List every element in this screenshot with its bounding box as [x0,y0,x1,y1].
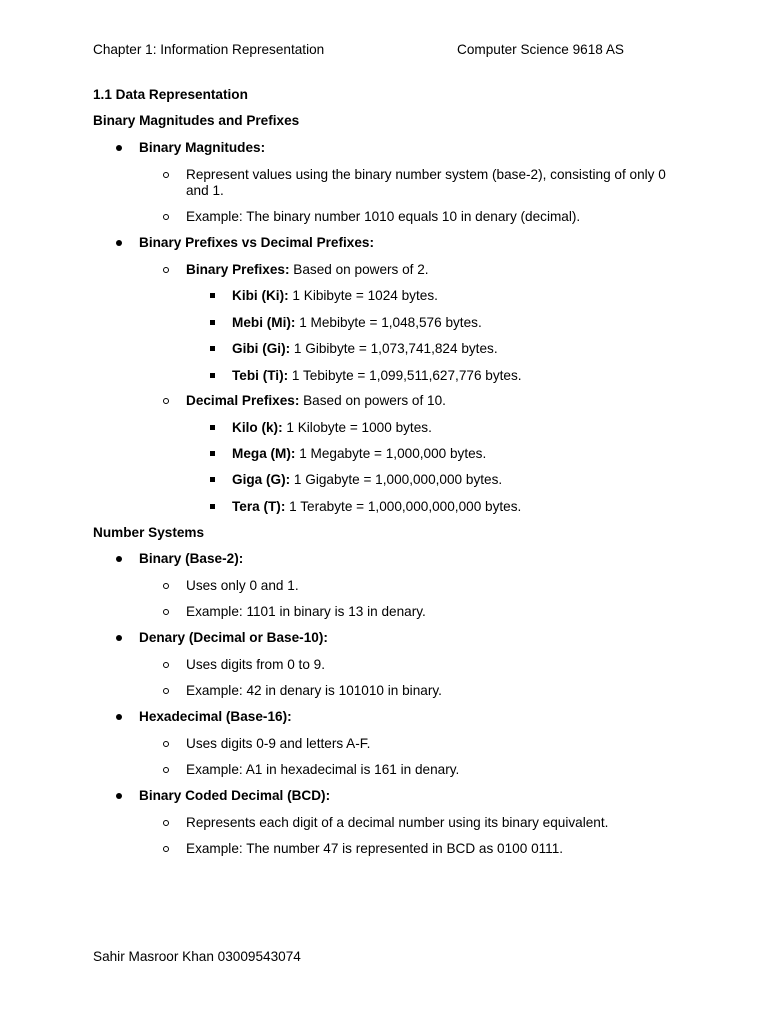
prefix-text: 1 Megabyte = 1,000,000 bytes. [295,446,487,461]
prefix-label: Gibi (Gi): [232,341,291,356]
decimal-prefix-item [232,420,432,436]
bullet-circle [163,583,169,589]
bullet-square [210,451,215,456]
prefix-text: 1 Kibibyte = 1024 bytes. [288,288,438,303]
binary-prefix-item [232,341,498,357]
number-system-heading: Binary (Base-2): [139,551,244,566]
decimal-prefix-item [232,446,486,462]
footer-author: Sahir Masroor Khan 03009543074 [93,949,301,964]
bullet-circle [163,820,169,826]
prefix-text: 1 Gigabyte = 1,000,000,000 bytes. [290,472,503,487]
binary-prefixes-text: Based on powers of 2. [289,262,429,277]
bullet-dot [116,240,122,246]
bullet-circle [163,172,169,178]
bullet-circle [163,662,169,668]
bullet-circle [163,767,169,773]
number-system-point: Uses digits from 0 to 9. [186,657,326,672]
bullet-dot [116,714,122,720]
decimal-prefixes-label: Decimal Prefixes: [186,393,300,408]
bullet-circle [163,398,169,404]
binary-prefixes-label: Binary Prefixes: [186,262,290,277]
bullet-circle [163,609,169,615]
bullet-dot [116,556,122,562]
bullet-circle [163,688,169,694]
bullet-dot [116,793,122,799]
prefix-label: Kilo (k): [232,420,283,435]
decimal-prefixes-line [186,393,446,409]
bullet-circle [163,214,169,220]
bullet-square [210,504,215,509]
bullet-square [210,477,215,482]
number-system-heading: Binary Coded Decimal (BCD): [139,788,331,803]
bullet-square [210,373,215,378]
prefixes-heading: Binary Prefixes vs Decimal Prefixes: [139,235,375,250]
bullet-circle [163,267,169,273]
bullet-dot [116,635,122,641]
header-chapter: Chapter 1: Information Representation [93,42,325,57]
prefix-label: Tebi (Ti): [232,368,289,383]
bullet-dot [116,145,122,151]
bullet-square [210,320,215,325]
prefix-text: 1 Mebibyte = 1,048,576 bytes. [295,315,482,330]
decimal-prefixes-text: Based on powers of 10. [299,393,446,408]
number-system-point: Uses digits 0-9 and letters A-F. [186,736,371,751]
number-system-point: Example: A1 in hexadecimal is 161 in denary. [186,762,460,777]
prefix-label: Tera (T): [232,499,286,514]
prefix-text: 1 Kilobyte = 1000 bytes. [282,420,432,435]
binary-prefix-item [232,315,482,331]
number-system-point: Example: 42 in denary is 101010 in binary. [186,683,442,698]
bullet-circle [163,846,169,852]
decimal-prefix-item [232,472,502,488]
prefix-label: Kibi (Ki): [232,288,289,303]
bullet-square [210,346,215,351]
prefix-label: Mega (M): [232,446,296,461]
binary-prefix-item [232,368,522,384]
number-system-point: Example: 1101 in binary is 13 in denary. [186,604,426,619]
binary-magnitudes-heading: Binary Magnitudes: [139,140,266,155]
prefix-text: 1 Tebibyte = 1,099,511,627,776 bytes. [288,368,522,383]
number-system-point: Represents each digit of a decimal number using its binary equivalent. [186,815,609,830]
number-system-point: Uses only 0 and 1. [186,578,299,593]
binary-prefixes-line [186,262,429,278]
decimal-prefix-item [232,499,521,515]
binary-magnitudes-point-1: Represent values using the binary number system (base-2), consisting of only 0 and 1. [186,167,666,198]
binary-magnitudes-point-2: Example: The binary number 1010 equals 10 in denary (decimal). [186,209,581,224]
prefix-text: 1 Terabyte = 1,000,000,000,000 bytes. [285,499,522,514]
number-system-point: Example: The number 47 is represented in BCD as 0100 0111. [186,841,564,856]
bullet-circle [163,741,169,747]
section-title: 1.1 Data Representation [93,87,248,102]
binary-prefix-item [232,288,438,304]
number-system-heading: Hexadecimal (Base-16): [139,709,292,724]
prefix-text: 1 Gibibyte = 1,073,741,824 bytes. [290,341,498,356]
number-system-heading: Denary (Decimal or Base-10): [139,630,328,645]
bullet-square [210,425,215,430]
bullet-square [210,293,215,298]
section-subtitle: Binary Magnitudes and Prefixes [93,113,300,128]
header-course: Computer Science 9618 AS [457,42,625,57]
prefix-label: Giga (G): [232,472,291,487]
number-systems-title: Number Systems [93,525,205,540]
prefix-label: Mebi (Mi): [232,315,296,330]
